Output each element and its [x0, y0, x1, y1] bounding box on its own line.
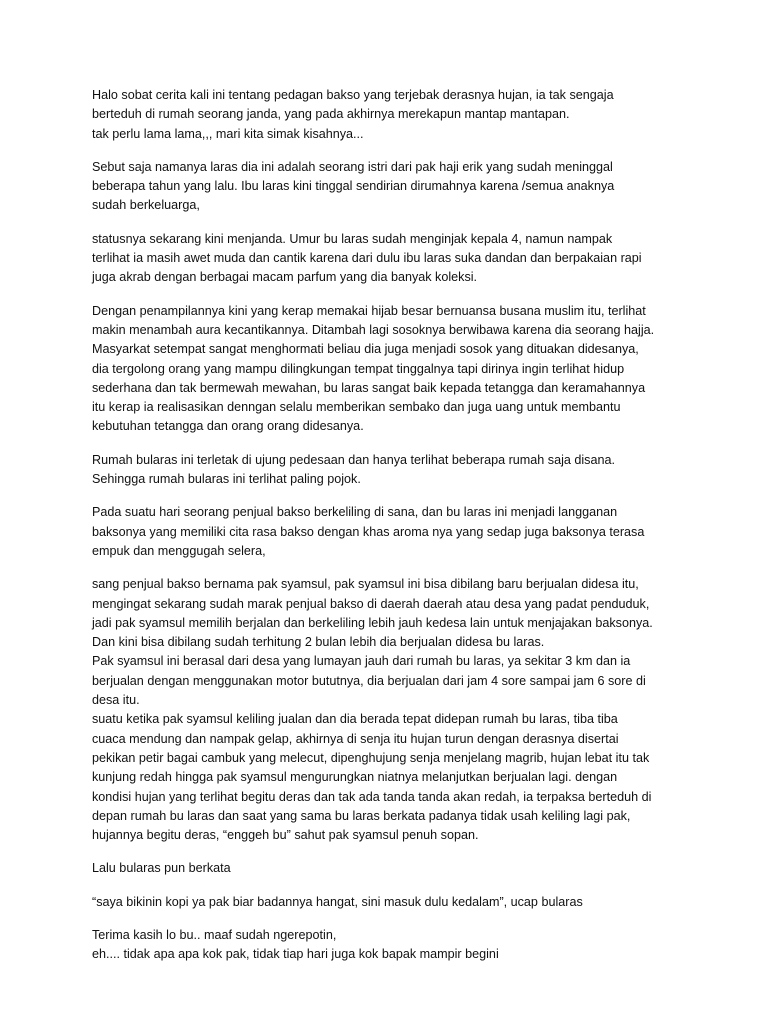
text-line: sang penjual bakso bernama pak syamsul, pak syamsul ini bisa dibilang baru berjualan didesa itu,	[92, 577, 639, 592]
text-line: tak perlu lama lama,,, mari kita simak kisahnya...	[92, 126, 364, 141]
text-line: Halo sobat cerita kali ini tentang pedagan bakso yang terjebak derasnya hujan, ia tak sengaja	[92, 88, 614, 102]
text-line: terlihat ia masih awet muda dan cantik karena dari dulu ibu laras suka dandan dan berpakaian rapi	[92, 251, 642, 266]
text-line: juga akrab dengan berbagai macam parfum yang dia banyak koleksi.	[92, 270, 478, 285]
text-line: sederhana dan tak bermewah mewahan, bu laras sangat baik kepada tetangga dan keramahannya	[92, 380, 646, 395]
text-line: baksonya yang memiliki cita rasa bakso dengan khas aroma nya yang sedap juga baksonya terasa	[92, 524, 645, 539]
text-line: Terima kasih lo bu.. maaf sudah ngerepotin,	[92, 927, 337, 942]
paragraph	[92, 893, 692, 912]
text-line: cuaca mendung dan nampak gelap, akhirnya di senja itu hujan turun dengan derasnya disertai	[92, 731, 619, 746]
text-line: “saya bikinin kopi ya pak biar badannya hangat, sini masuk dulu kedalam”, ucap bularas	[92, 894, 583, 909]
text-line: hujannya begitu deras, “enggeh bu” sahut pak syamsul penuh sopan.	[92, 828, 479, 843]
text-line: berjualan dengan menggunakan motor bututnya, dia berjualan dari jam 4 sore sampai jam 6 sore di	[92, 673, 646, 688]
text-line: pekikan petir bagai cambuk yang melecut, dipenghujung senja menjelang magrib, hujan lebat itu tak	[92, 750, 650, 765]
text-line: sudah berkeluarga,	[92, 198, 200, 213]
text-line: Pak syamsul ini berasal dari desa yang lumayan jauh dari rumah bu laras, ya sekitar 3 km dan ia	[92, 654, 631, 669]
text-line: Masyarkat setempat sangat menghormati beliau dia juga menjadi sosok yang dituakan didesanya,	[92, 342, 639, 357]
paragraph	[92, 859, 692, 878]
text-line: Sehingga rumah bularas ini terlihat paling pojok.	[92, 472, 361, 487]
text-line: kondisi hujan yang terlihat begitu deras dan tak ada tanda tanda akan redah, ia terpaksa berteduh di	[92, 789, 652, 804]
paragraph	[92, 158, 692, 216]
text-line: Dan kini bisa dibilang sudah terhitung 2 bulan lebih dia berjualan didesa bu laras.	[92, 635, 545, 650]
text-line: berteduh di rumah seorang janda, yang pada akhirnya merekapun mantap mantapan.	[92, 107, 570, 122]
text-line: dia tergolong orang yang mampu dilingkungan tempat tinggalnya tapi dirinya ingin terlihat hidup	[92, 361, 625, 376]
text-line: suatu ketika pak syamsul keliling jualan dan dia berada tepat didepan rumah bu laras, tiba tiba	[92, 712, 618, 727]
text-line: eh.... tidak apa apa kok pak, tidak tiap hari juga kok bapak mampir begini	[92, 947, 499, 962]
paragraph	[92, 86, 692, 144]
text-line: makin menambah aura kecantikannya. Ditambah lagi sosoknya berwibawa karena dia seorang hajja.	[92, 322, 655, 337]
text-line: Dengan penampilannya kini yang kerap memakai hijab besar bernuansa busana muslim itu, terlihat	[92, 303, 646, 318]
paragraph	[92, 230, 692, 288]
paragraph	[92, 575, 692, 845]
text-line: jadi pak syamsul memilih berjalan dan berkeliling lebih jauh kedesa lain untuk menjajakan baksonya.	[92, 615, 653, 630]
text-line: empuk dan menggugah selera,	[92, 543, 266, 558]
text-line: itu kerap ia realisasikan denngan selalu memberikan sembako dan juga uang untuk membantu	[92, 400, 621, 415]
paragraph	[92, 926, 692, 965]
text-line: mengingat sekarang sudah marak penjual bakso di daerah daerah atau desa yang padat penduduk,	[92, 596, 650, 611]
text-line: desa itu.	[92, 693, 140, 708]
text-line: kebutuhan tetangga dan orang orang didesanya.	[92, 419, 364, 434]
text-line: Lalu bularas pun berkata	[92, 861, 231, 876]
text-line: Rumah bularas ini terletak di ujung pedesaan dan hanya terlihat beberapa rumah saja disana.	[92, 452, 615, 467]
paragraph	[92, 503, 692, 561]
document-body	[92, 86, 692, 979]
text-line: Sebut saja namanya laras dia ini adalah seorang istri dari pak haji erik yang sudah meninggal	[92, 159, 613, 174]
text-line: beberapa tahun yang lalu. Ibu laras kini tinggal sendirian dirumahnya karena /semua anaknya	[92, 179, 615, 194]
paragraph	[92, 451, 692, 490]
text-line: statusnya sekarang kini menjanda. Umur bu laras sudah menginjak kepala 4, namun nampak	[92, 231, 613, 246]
text-line: Pada suatu hari seorang penjual bakso berkeliling di sana, dan bu laras ini menjadi langganan	[92, 505, 618, 520]
paragraph	[92, 302, 692, 437]
text-line: kunjung redah hingga pak syamsul mengurungkan niatnya melanjutkan berjualan lagi. dengan	[92, 770, 618, 785]
text-line: depan rumah bu laras dan saat yang sama bu laras berkata padanya tidak usah keliling lagi pak,	[92, 808, 631, 823]
